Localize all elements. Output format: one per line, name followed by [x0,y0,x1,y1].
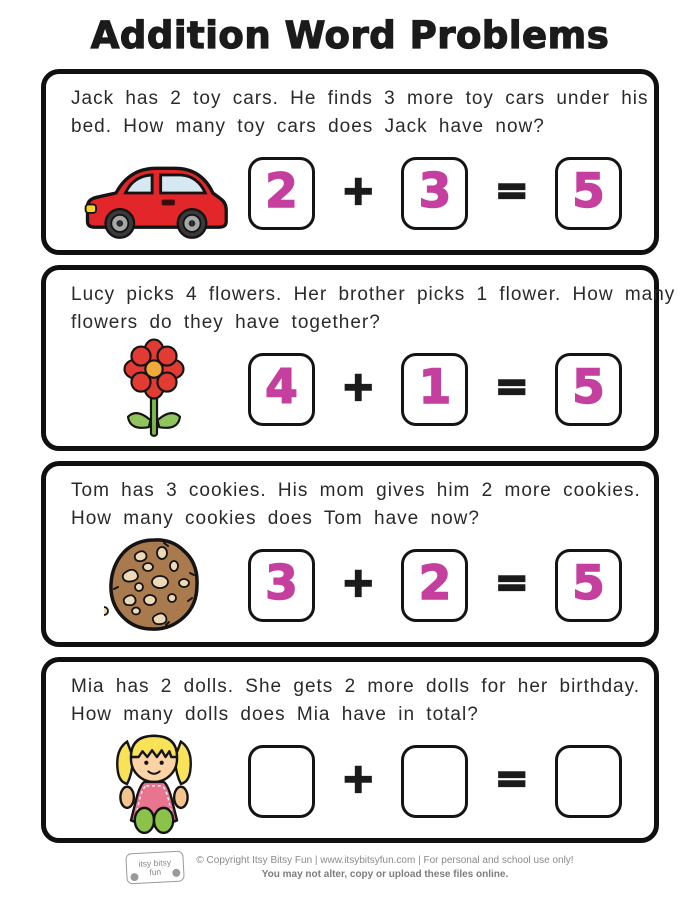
problem-card-4 [41,657,659,843]
problem-3-addend2-box[interactable]: 2 [401,549,468,622]
problem-2-text-line1: Lucy picks 4 flowers. Her brother picks 1 flower. How many [71,284,676,305]
cookie-icon [104,535,204,635]
problem-3-addend1-box[interactable]: 3 [248,549,315,622]
problem-2-illustration [71,337,236,441]
problem-4-illustration [71,729,236,833]
problem-2-text-line2: flowers do they have together? [71,312,381,333]
problem-3-equation [236,549,636,622]
problem-4-text-line2: How many dolls does Mia have in total? [71,704,479,725]
problem-4-equation-row [71,729,636,833]
doll-icon [106,728,202,834]
copyright-text [196,854,573,882]
problem-1-text-line2: bed. How many toy cars does Jack have now? [71,116,545,137]
problem-card-1 [41,69,659,255]
problem-4-sum-box[interactable] [555,745,622,818]
problem-1-equation [236,157,636,230]
equals-sign: = [494,560,529,606]
problem-card-2 [41,265,676,451]
problem-4-equation [236,745,636,818]
problem-2-addend2-box[interactable]: 1 [401,353,468,426]
plus-sign: + [341,560,375,606]
worksheet-page [0,14,700,906]
problem-2-sum-box[interactable]: 5 [555,353,622,426]
car-icon [78,147,230,239]
equals-sign: = [494,364,529,410]
problem-3-text-line2: How many cookies does Tom have now? [71,508,480,529]
logo-text-line2: fun [149,866,162,877]
problem-4-text-line1: Mia has 2 dolls. She gets 2 more dolls for her birthday. [71,676,640,697]
plus-sign: + [341,756,375,802]
logo-dot-icon [131,873,139,881]
copyright-line1: © Copyright Itsy Bitsy Fun | www.itsybitsyfun.com | For personal and school use only! [196,854,574,866]
problem-1-equation-row [71,141,636,245]
flower-icon [110,337,198,441]
plus-sign: + [341,168,375,214]
problems-list [41,69,676,843]
problem-3-sum-box[interactable]: 5 [555,549,622,622]
logo-dot-icon [173,869,181,877]
plus-sign: + [341,364,375,410]
problem-card-3 [41,461,659,647]
problem-1-addend2-box[interactable]: 3 [401,157,468,230]
problem-2-equation [236,353,636,426]
equals-sign: = [494,756,529,802]
equals-sign: = [494,168,529,214]
problem-4-addend1-box[interactable] [248,745,315,818]
problem-1-sum-box[interactable]: 5 [555,157,622,230]
problem-3-text-line1: Tom has 3 cookies. His mom gives him 2 more cookies. [71,480,641,501]
problem-4-addend2-box[interactable] [401,745,468,818]
itsy-bitsy-fun-logo [126,851,186,885]
footer [0,852,700,883]
problem-3-illustration [71,533,236,637]
problem-2-equation-row [71,337,636,441]
problem-3-equation-row [71,533,636,637]
problem-1-text-line1: Jack has 2 toy cars. He finds 3 more toy cars under his [71,88,649,109]
copyright-line2: You may not alter, copy or upload these files online. [261,868,509,880]
page-title: Addition Word Problems [90,14,610,57]
logo-text-line1: itsy bitsy [138,856,172,869]
problem-1-illustration [71,141,236,245]
problem-1-addend1-box[interactable]: 2 [248,157,315,230]
problem-2-addend1-box[interactable]: 4 [248,353,315,426]
